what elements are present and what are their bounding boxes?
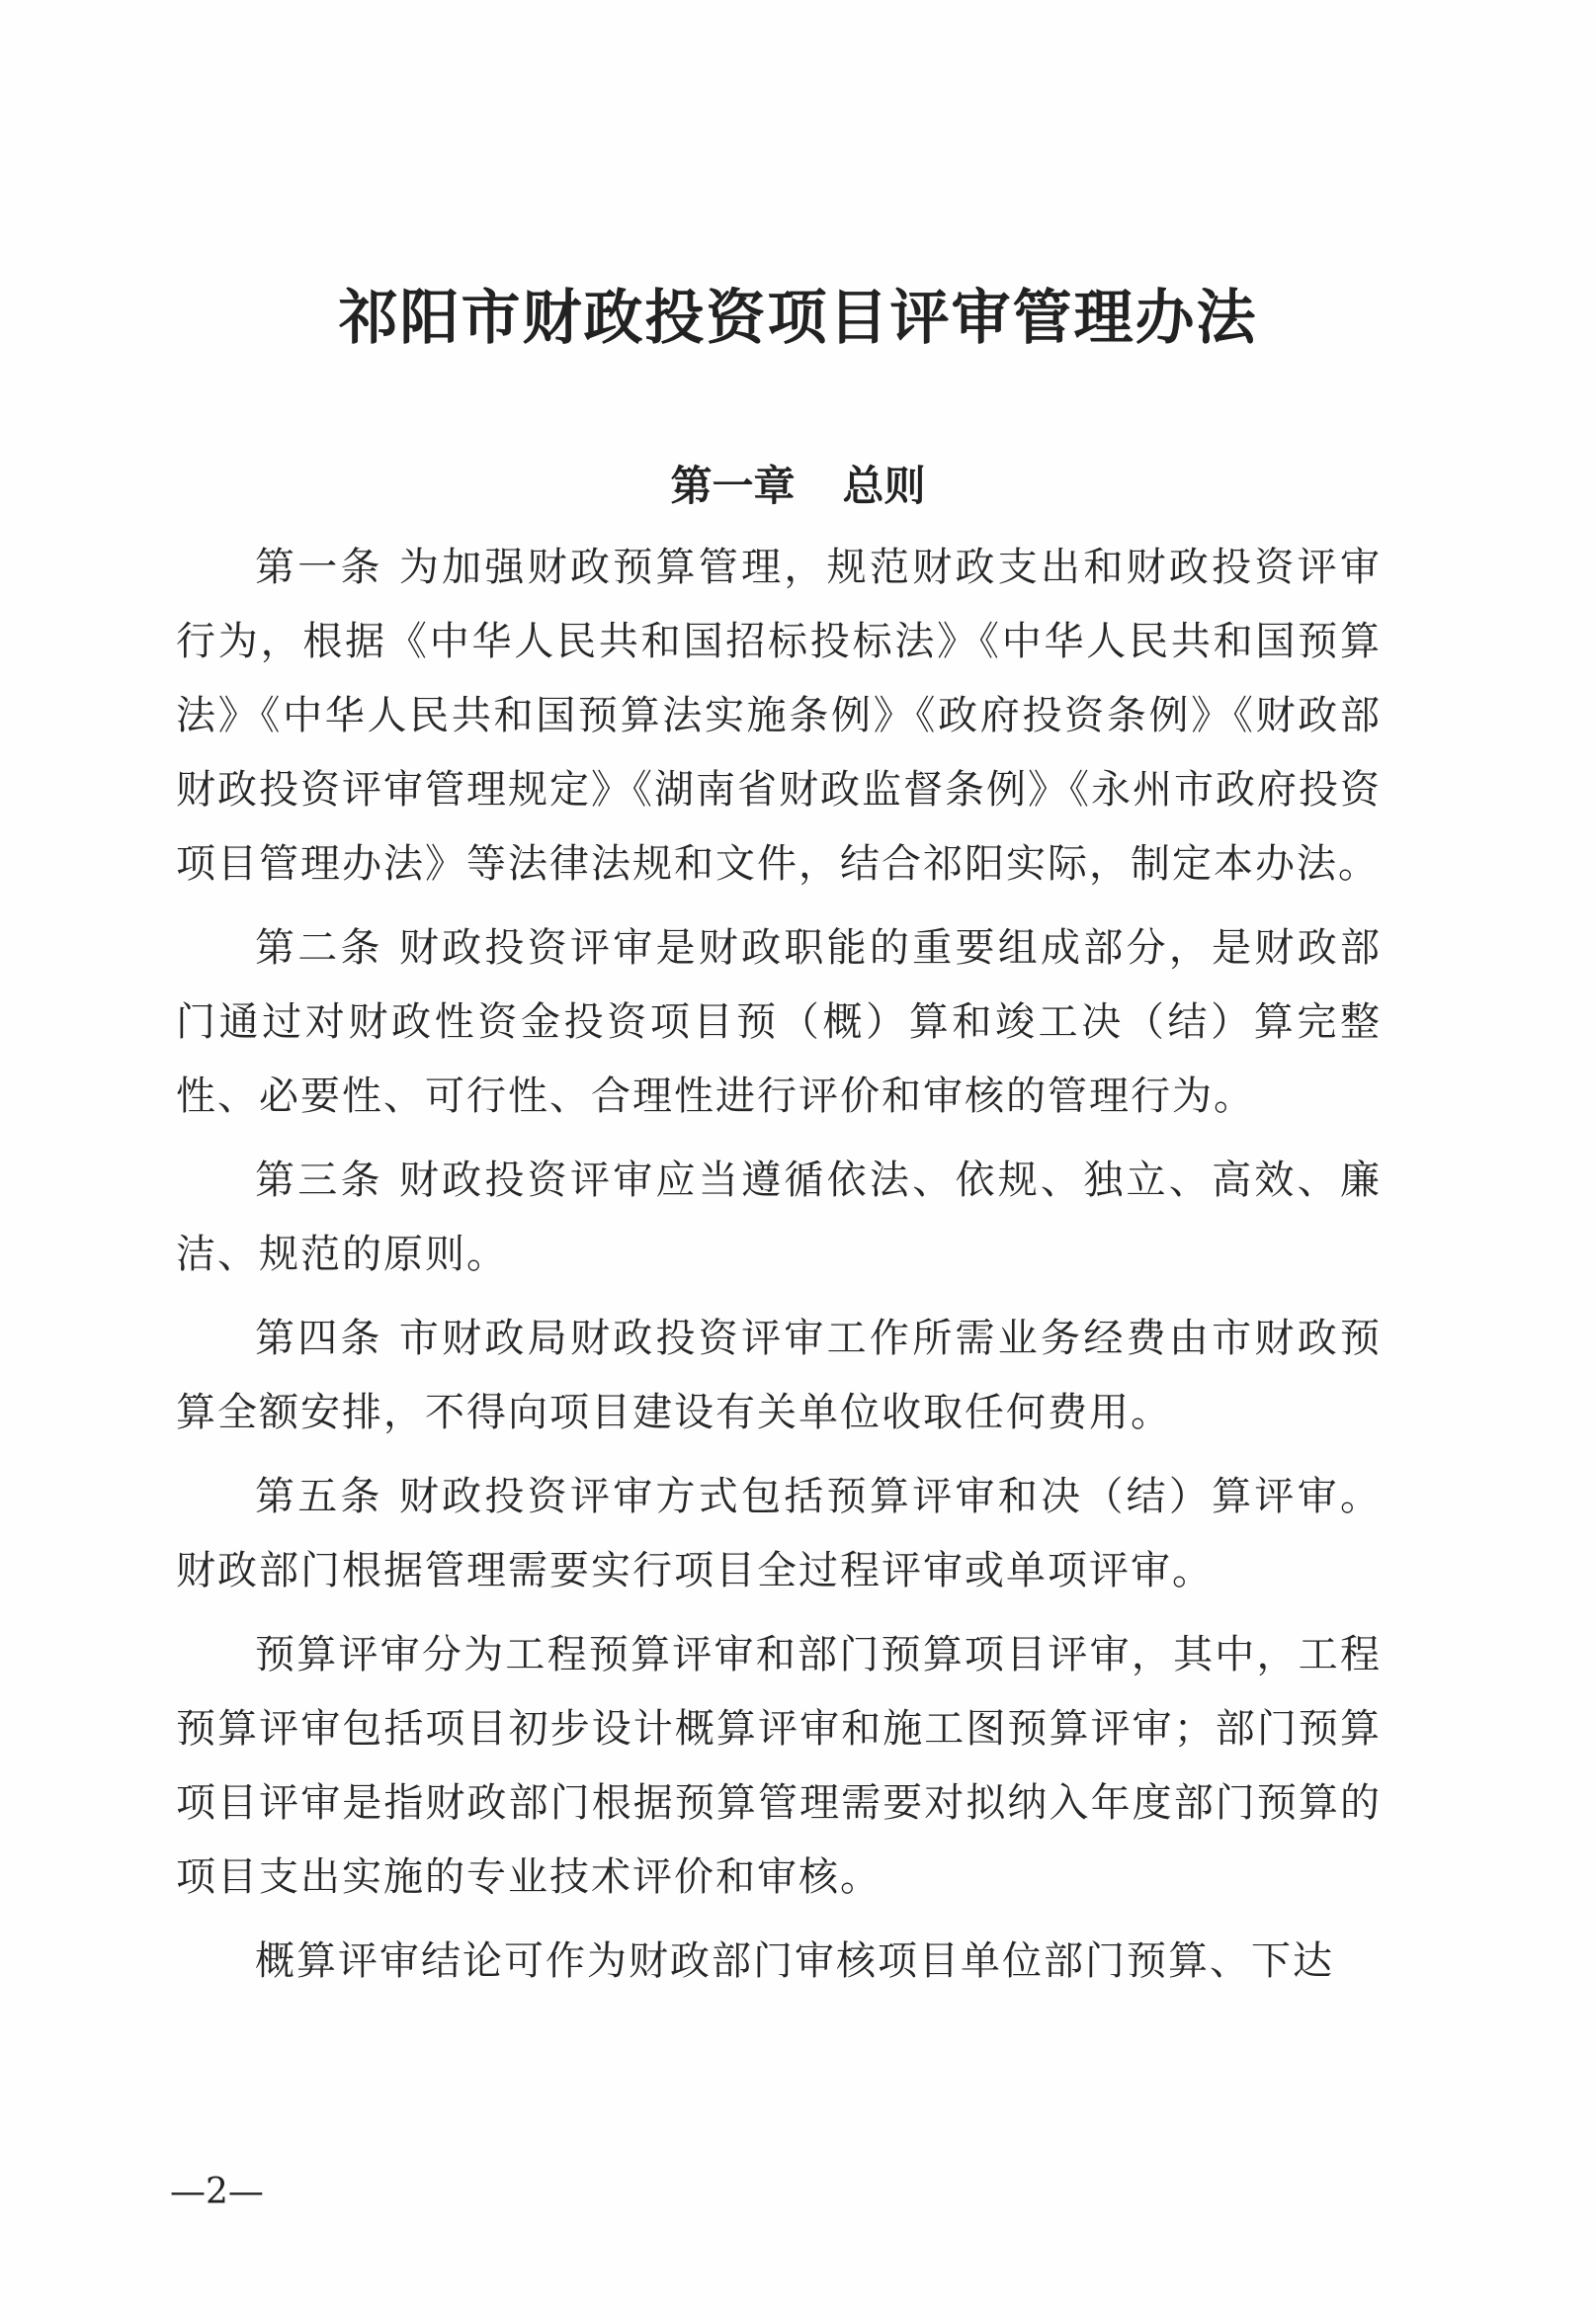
paragraph-article-2: 第二条 财政投资评审是财政职能的重要组成部分，是财政部门通过对财政性资金投资项目预（概）算和竣工决（结）算完整性、必要性、可行性、合理性进行评价和审核的管理行为。 <box>176 925 1382 1119</box>
chapter-number: 第一章 <box>670 462 796 510</box>
paragraph-estimate-review: 概算评审结论可作为财政部门审核项目单位部门预算、下达 <box>255 1938 1334 1984</box>
page-number: —2— <box>170 2172 264 2212</box>
paragraph-article-3: 第三条 财政投资评审应当遵循依法、依规、独立、高效、廉洁、规范的原则。 <box>176 1158 1382 1277</box>
chapter-name: 总则 <box>842 462 926 510</box>
paragraph-article-4: 第四条 市财政局财政投资评审工作所需业务经费由市财政预算全额安排，不得向项目建设有关单位收取任何费用。 <box>176 1316 1382 1435</box>
paragraph-article-5: 第五条 财政投资评审方式包括预算评审和决（结）算评审。财政部门根据管理需要实行项目全过程评审或单项评审。 <box>176 1474 1382 1593</box>
document-title: 祁阳市财政投资项目评审管理办法 <box>338 284 1258 353</box>
document-body <box>176 531 1382 2009</box>
paragraph-budget-review: 预算评审分为工程预算评审和部门预算项目评审，其中，工程预算评审包括项目初步设计概算评审和施工图预算评审；部门预算项目评审是指财政部门根据预算管理需要对拟纳入年度部门预算的项目支出实施的专业技术评价和审核。 <box>176 1632 1382 1900</box>
chapter-heading <box>0 457 1596 516</box>
paragraph-article-1: 第一条 为加强财政预算管理，规范财政支出和财政投资评审行为，根据《中华人民共和国招标投标法》《中华人民共和国预算法》《中华人民共和国预算法实施条例》《政府投资条例》《财政部财政投资评审管理规定》《湖南省财政监督条例》《永州市政府投资项目管理办法》等法律法规和文件，结合祁阳实际，制定本办法。 <box>176 545 1382 887</box>
